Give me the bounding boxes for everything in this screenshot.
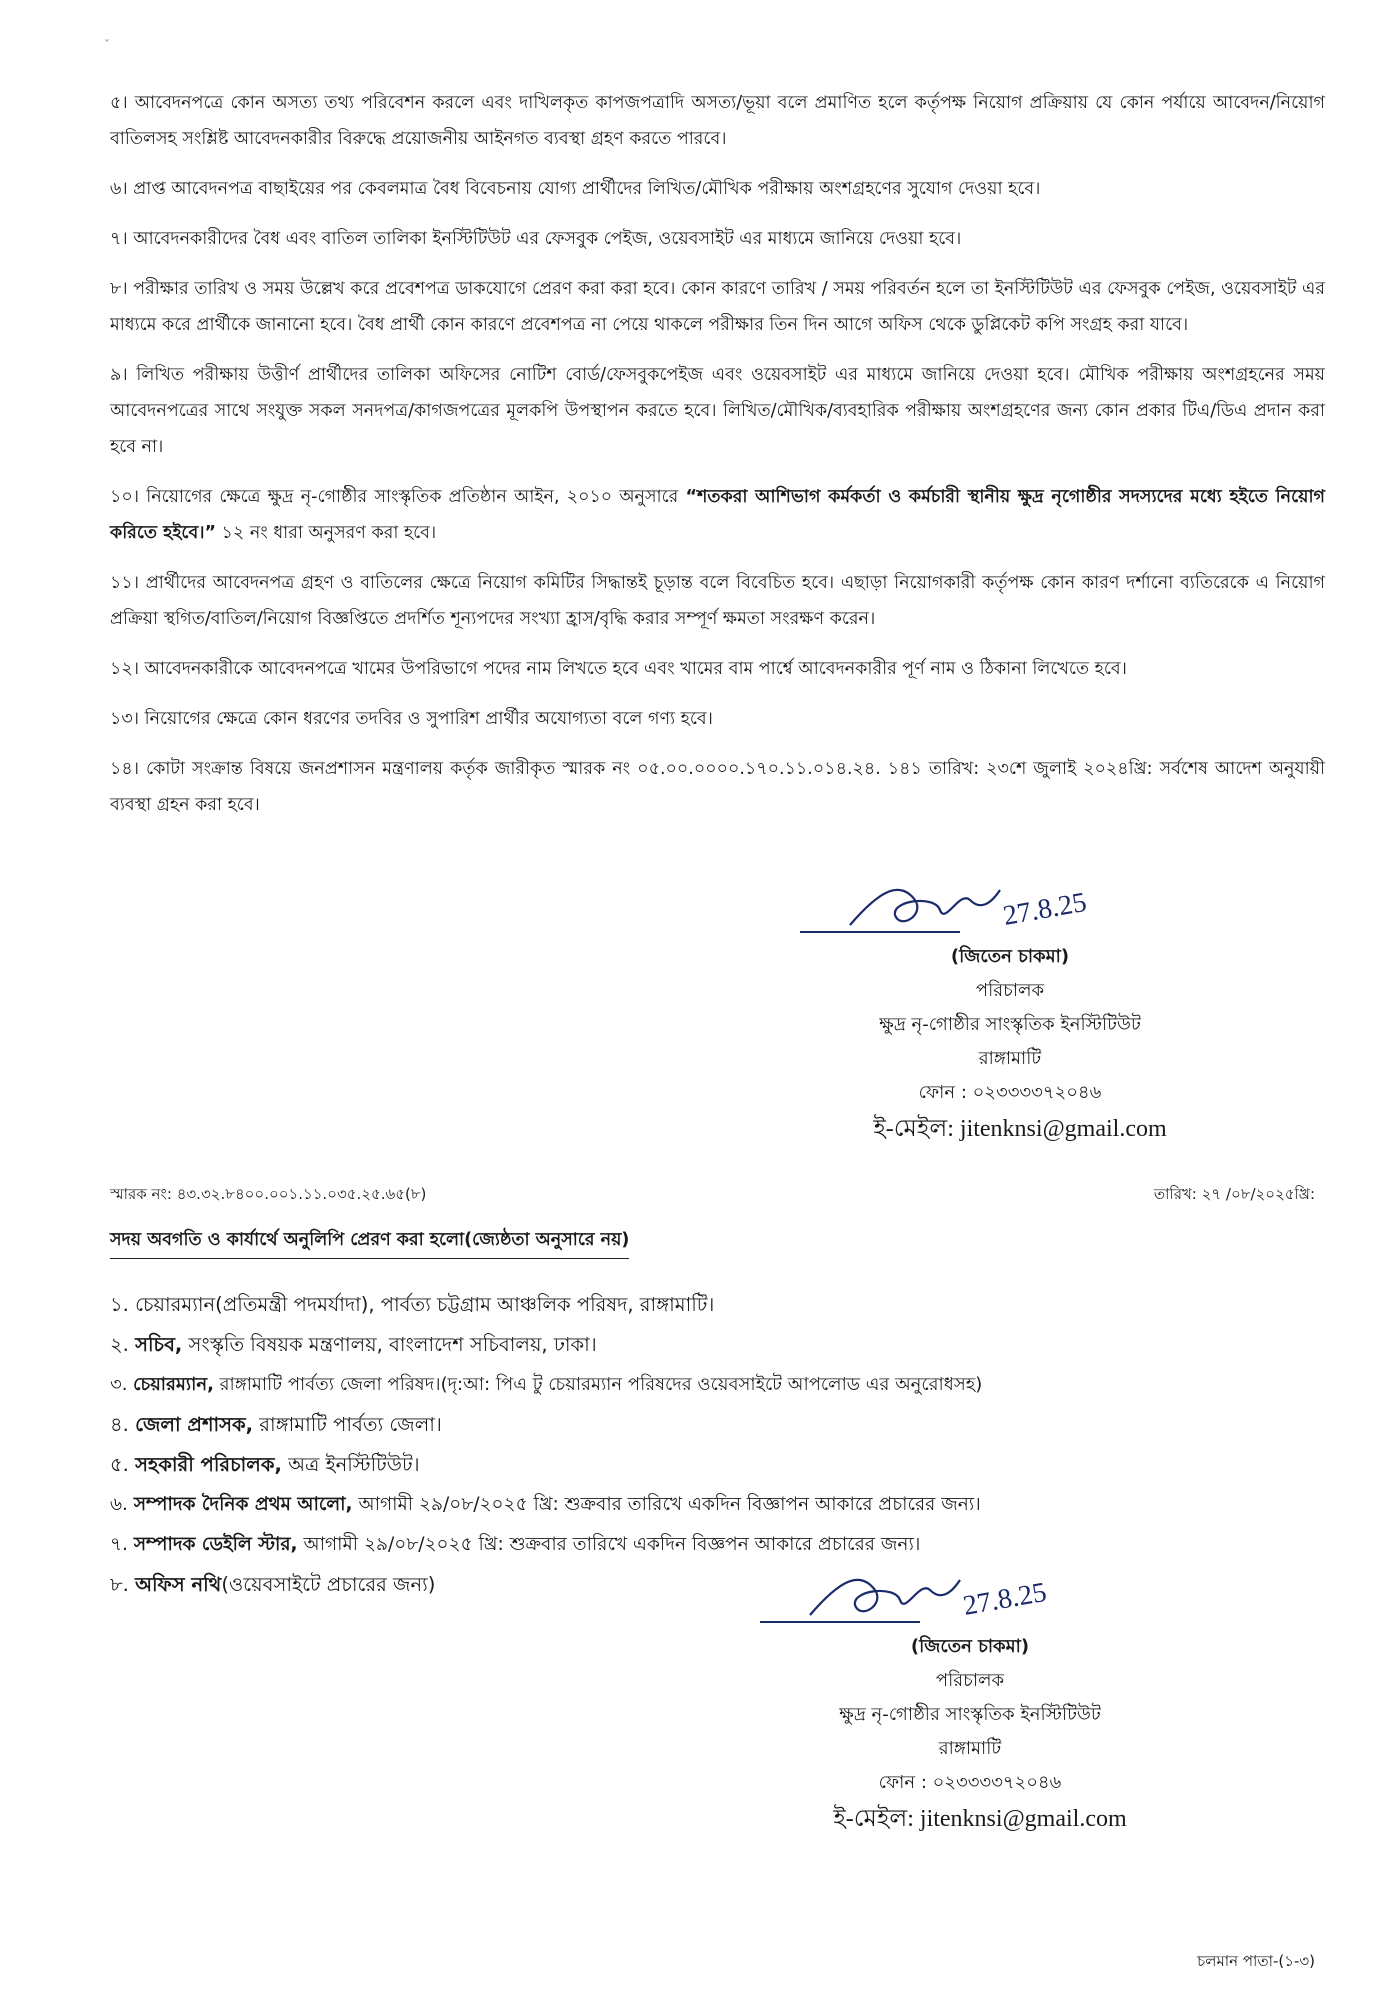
handwritten-signature bbox=[840, 870, 1100, 950]
signatory-organization: ক্ষুদ্র নৃ-গোষ্ঠীর সাংস্কৃতিক ইনস্টিটিউট bbox=[839, 1704, 1101, 1725]
signatory-organization: ক্ষুদ্র নৃ-গোষ্ঠীর সাংস্কৃতিক ইনস্টিটিউট bbox=[879, 1014, 1141, 1035]
rule-item: ১১। প্রার্থীদের আবেদনপত্র গ্রহণ ও বাতিলের ক্ষেত্রে নিয়োগ কমিটির সিদ্ধান্তই চূড়ান্ত বলে বিবেচিত হবে। এছাড়া নিয়োগকারী কর্তৃপক্ষ কোন কারণ দর্শানো ব্যতিরেকে এ নিয়োগ প্রক্রিয়া স্থগিত/বাতিল/নিয়োগ বিজ্ঞপ্তিতে প্রদর্শিত শূন্যপদের সংখ্যা হ্রাস/বৃদ্ধি করার সম্পূর্ণ ক্ষমতা সংরক্ষণ করেন। bbox=[110, 573, 1325, 629]
signatory-name: (জিতেন চাকমা) bbox=[910, 1636, 1030, 1657]
rule-item: ১২। আবেদনকারীকে আবেদনপত্রে খামের উপরিভাগে পদের নাম লিখতে হবে এবং খামের বাম পার্শ্বে আবেদনকারীর পূর্ণ নাম ও ঠিকানা লিখেতে হবে। bbox=[110, 659, 1127, 679]
cc-item: ৮. অফিস নথি(ওয়েবসাইটে প্রচারের জন্য) bbox=[110, 1573, 436, 1596]
rule-item: ৮। পরীক্ষার তারিখ ও সময় উল্লেখ করে প্রবেশপত্র ডাকযোগে প্রেরণ করা করা হবে। কোন কারণে তারিখ / সময় পরিবর্তন হলে তা ইনস্টিটিউট এর ফেসবুক পেইজ, ওয়েবসাইট এর মাধ্যমে করে প্রার্থীকে জানানো হবে। বৈধ প্রার্থী কোন কারণে প্রবেশপত্র না পেয়ে থাকলে পরীক্ষার তিন দিন আগে অফিস থেকে ডুপ্লিকেট কপি সংগ্রহ করা যাবে। bbox=[110, 279, 1325, 335]
rule-item: ৬। প্রাপ্ত আবেদনপত্র বাছাইয়ের পর কেবলমাত্র বৈধ বিবেচনায় যোগ্য প্রার্থীদের লিখিত/মৌখিক পরীক্ষায় অংশগ্রহণের সুযোগ দেওয়া হবে। bbox=[110, 179, 1041, 199]
memo-date: তারিখ: ২৭ /০৮/২০২৫খ্রি: bbox=[1153, 1185, 1315, 1203]
signature-block bbox=[820, 1576, 1127, 1838]
cc-item: ৫. সহকারী পরিচালক, অত্র ইনস্টিটিউট। bbox=[110, 1453, 420, 1476]
signatory-location: রাঙ্গামাটি bbox=[978, 1048, 1042, 1069]
signature-block bbox=[860, 886, 1167, 1148]
cc-item: ৭. সম্পাদক ডেইলি স্টার, আগামী ২৯/০৮/২০২৫ খ্রি: শুক্রবার তারিখে একদিন বিজ্ঞপন আকারে প্রচারের জন্য। bbox=[110, 1534, 921, 1555]
signatory-designation: পরিচালক bbox=[935, 1670, 1005, 1691]
svg-text:27.8.25: 27.8.25 bbox=[1000, 886, 1089, 932]
signatory-designation: পরিচালক bbox=[975, 980, 1045, 1001]
page-indicator: চলমান পাতা-(১-৩) bbox=[1197, 1952, 1315, 1970]
rule-item: ১৪। কোটা সংক্রান্ত বিষয়ে জনপ্রশাসন মন্ত্রণালয় কর্তৃক জারীকৃত স্মারক নং ০৫.০০.০০০০.১৭০.১১.০১৪.২৪. ১৪১ তারিখ: ২৩শে জুলাই ২০২৪খ্রি: সর্বশেষ আদেশ অনুযায়ী ব্যবস্থা গ্রহন করা হবে। bbox=[110, 759, 1325, 815]
signatory-name: (জিতেন চাকমা) bbox=[950, 946, 1070, 967]
scan-mark: ˇ bbox=[104, 38, 110, 52]
signatory-phone: ফোন : ০২৩৩৩৩৭২০৪৬ bbox=[878, 1772, 1062, 1793]
memo-number: স্মারক নং: ৪৩.৩২.৮৪০০.০০১.১১.০৩৫.২৫.৬৫(৮) bbox=[110, 1185, 427, 1203]
signatory-location: রাঙ্গামাটি bbox=[938, 1738, 1002, 1759]
rule-item: ১৩। নিয়োগের ক্ষেত্রে কোন ধরণের তদবির ও সুপারিশ প্রার্থীর অযোগ্যতা বলে গণ্য হবে। bbox=[110, 709, 713, 729]
rule-item: ৭। আবেদনকারীদের বৈধ এবং বাতিল তালিকা ইনস্টিটিউট এর ফেসবুক পেইজ, ওয়েবসাইট এর মাধ্যমে জানিয়ে দেওয়া হবে। bbox=[110, 229, 962, 249]
signatory-phone: ফোন : ০২৩৩৩৩৭২০৪৬ bbox=[918, 1082, 1102, 1103]
rule-item: ৫। আবেদনপত্রে কোন অসত্য তথ্য পরিবেশন করলে এবং দাখিলকৃত কাপজপত্রাদি অসত্য/ভূয়া বলে প্রমাণিত হলে কর্তৃপক্ষ নিয়োগ প্রক্রিয়ায় যে কোন পর্যায়ে আবেদন/নিয়োগ বাতিলসহ সংশ্লিষ্ট আবেদনকারীর বিরুদ্ধে প্রয়োজনীয় আইনগত ব্যবস্থা গ্রহণ করতে পারবে। bbox=[110, 93, 1325, 149]
cc-item: ৪. জেলা প্রশাসক, রাঙ্গামাটি পার্বত্য জেলা। bbox=[110, 1413, 442, 1436]
cc-item: ৩. চেয়ারম্যান, রাঙ্গামাটি পার্বত্য জেলা পরিষদ।(দৃ:আ: পিএ টু চেয়ারম্যান পরিষদের ওয়েবসাইটে আপলোড এর অনুরোধসহ) bbox=[110, 1374, 983, 1395]
signatory-email: ই-মেইল: jitenknsi@gmail.com bbox=[873, 1116, 1167, 1142]
cc-item: ৬. সম্পাদক দৈনিক প্রথম আলো, আগামী ২৯/০৮/২০২৫ খ্রি: শুক্রবার তারিখে একদিন বিজ্ঞাপন আকারে প্রচারের জন্য। bbox=[110, 1494, 981, 1515]
rule-item: ১০। নিয়োগের ক্ষেত্রে ক্ষুদ্র নৃ-গোষ্ঠীর সাংস্কৃতিক প্রতিষ্ঠান আইন, ২০১০ অনুসারে “শতকরা আশিভাগ কর্মকর্তা ও কর্মচারী স্থানীয় ক্ষুদ্র নৃগোষ্ঠীর সদস্যদের মধ্যে হইতে নিয়োগ করিতে হইবে।” ১২ নং ধারা অনুসরণ করা হবে। bbox=[110, 487, 1325, 543]
terms-list bbox=[110, 85, 1325, 837]
cc-item: ১. চেয়ারম্যান(প্রতিমন্ত্রী পদমর্যাদা), পার্বত্য চট্টগ্রাম আঞ্চলিক পরিষদ, রাঙ্গামাটি। bbox=[110, 1293, 715, 1316]
svg-text:27.8.25: 27.8.25 bbox=[960, 1576, 1049, 1622]
signatory-email: ই-মেইল: jitenknsi@gmail.com bbox=[833, 1806, 1127, 1832]
cc-list bbox=[110, 1285, 1340, 1605]
cc-item: ২. সচিব, সংস্কৃতি বিষয়ক মন্ত্রণালয়, বাংলাদেশ সচিবালয়, ঢাকা। bbox=[110, 1333, 597, 1356]
rule-item: ৯। লিখিত পরীক্ষায় উত্তীর্ণ প্রার্থীদের তালিকা অফিসের নোটিশ বোর্ড/ফেসবুকপেইজ এবং ওয়েবসাইট এর মাধ্যমে জানিয়ে দেওয়া হবে। মৌখিক পরীক্ষায় অংশগ্রহনের সময় আবেদনপত্রের সাথে সংযুক্ত সকল সনদপত্র/কাগজপত্রের মূলকপি উপস্থাপন করতে হবে। লিখিত/মৌখিক/ব্যবহারিক পরীক্ষায় অংশগ্রহণের জন্য কোন প্রকার টিএ/ডিএ প্রদান করা হবে না। bbox=[110, 365, 1325, 457]
cc-heading: সদয় অবগতি ও কার্যার্থে অনুলিপি প্রেরণ করা হলো(জ্যেষ্ঠতা অনুসারে নয়) bbox=[110, 1227, 629, 1259]
handwritten-signature bbox=[800, 1560, 1060, 1640]
